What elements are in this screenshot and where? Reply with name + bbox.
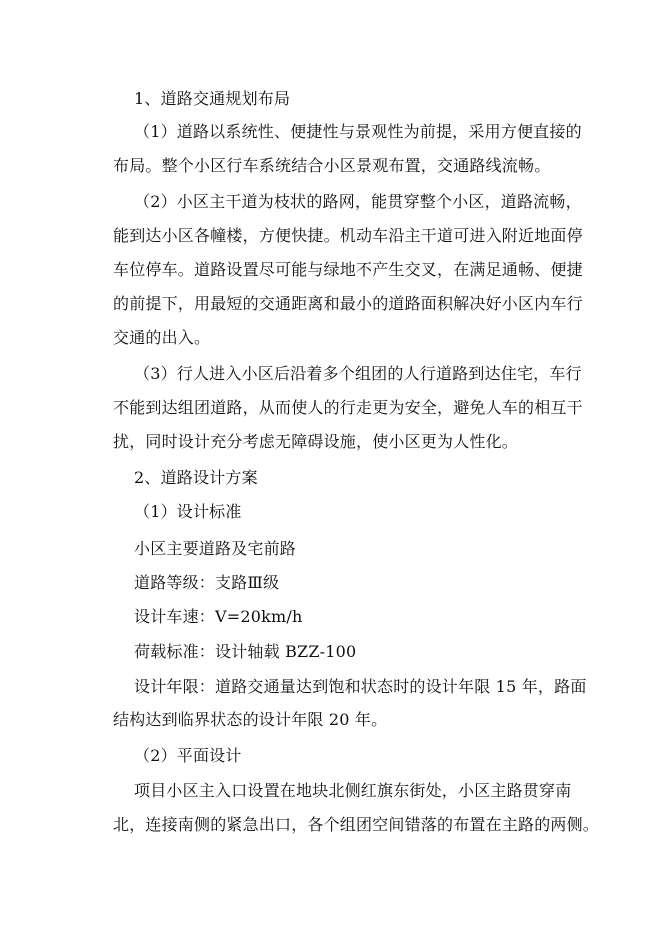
paragraph-4-line-2: 北，连接南侧的紧急出口，各个组团空间错落的布置在主路的两侧。: [113, 815, 600, 834]
standard-line-3: 设计车速：V=20km/h: [134, 607, 303, 626]
paragraph-1-line-2: 布局。整个小区行车系统结合小区景观布置，交通路线流畅。: [113, 156, 551, 175]
standard-line-5b: 结构达到临界状态的设计年限 20 年。: [113, 710, 388, 729]
standard-line-2: 道路等级：支路Ⅲ级: [134, 573, 280, 592]
paragraph-2-line-1: （2）小区主干道为枝状的路网，能贯穿整个小区，道路流畅，: [134, 192, 582, 211]
paragraph-1-line-1: （1）道路以系统性、便捷性与景观性为前提，采用方便直接的: [134, 122, 582, 141]
paragraph-2-line-4: 的前提下，用最短的交通距离和最小的道路面积解决好小区内车行: [113, 294, 583, 313]
section-2-heading: 2、道路设计方案: [134, 468, 258, 487]
paragraph-2-line-3: 车位停车。道路设置尽可能与绿地不产生交叉，在满足通畅、便捷: [113, 260, 583, 279]
paragraph-2-line-5: 交通的出入。: [113, 328, 211, 347]
paragraph-2-line-2: 能到达小区各幢楼，方便快捷。机动车沿主干道可进入附近地面停: [113, 226, 583, 245]
standard-line-1: 小区主要道路及宅前路: [134, 539, 297, 558]
subsection-2-heading: （2）平面设计: [134, 746, 242, 765]
section-1-heading: 1、道路交通规划布局: [134, 89, 291, 108]
paragraph-3-line-1: （3）行人进入小区后沿着多个组团的人行道路到达住宅，车行: [134, 364, 582, 383]
subsection-1-heading: （1）设计标准: [134, 502, 242, 521]
standard-line-4: 荷载标准：设计轴载 BZZ-100: [134, 642, 357, 661]
paragraph-4-line-1: 项目小区主入口设置在地块北侧红旗东街处，小区主路贯穿南: [134, 781, 572, 800]
standard-line-5a: 设计年限：道路交通量达到饱和状态时的设计年限 15 年，路面: [134, 677, 587, 696]
paragraph-3-line-3: 扰，同时设计充分考虑无障碍设施，使小区更为人性化。: [113, 432, 519, 451]
paragraph-3-line-2: 不能到达组团道路，从而使人的行走更为安全，避免人车的相互干: [113, 398, 583, 417]
